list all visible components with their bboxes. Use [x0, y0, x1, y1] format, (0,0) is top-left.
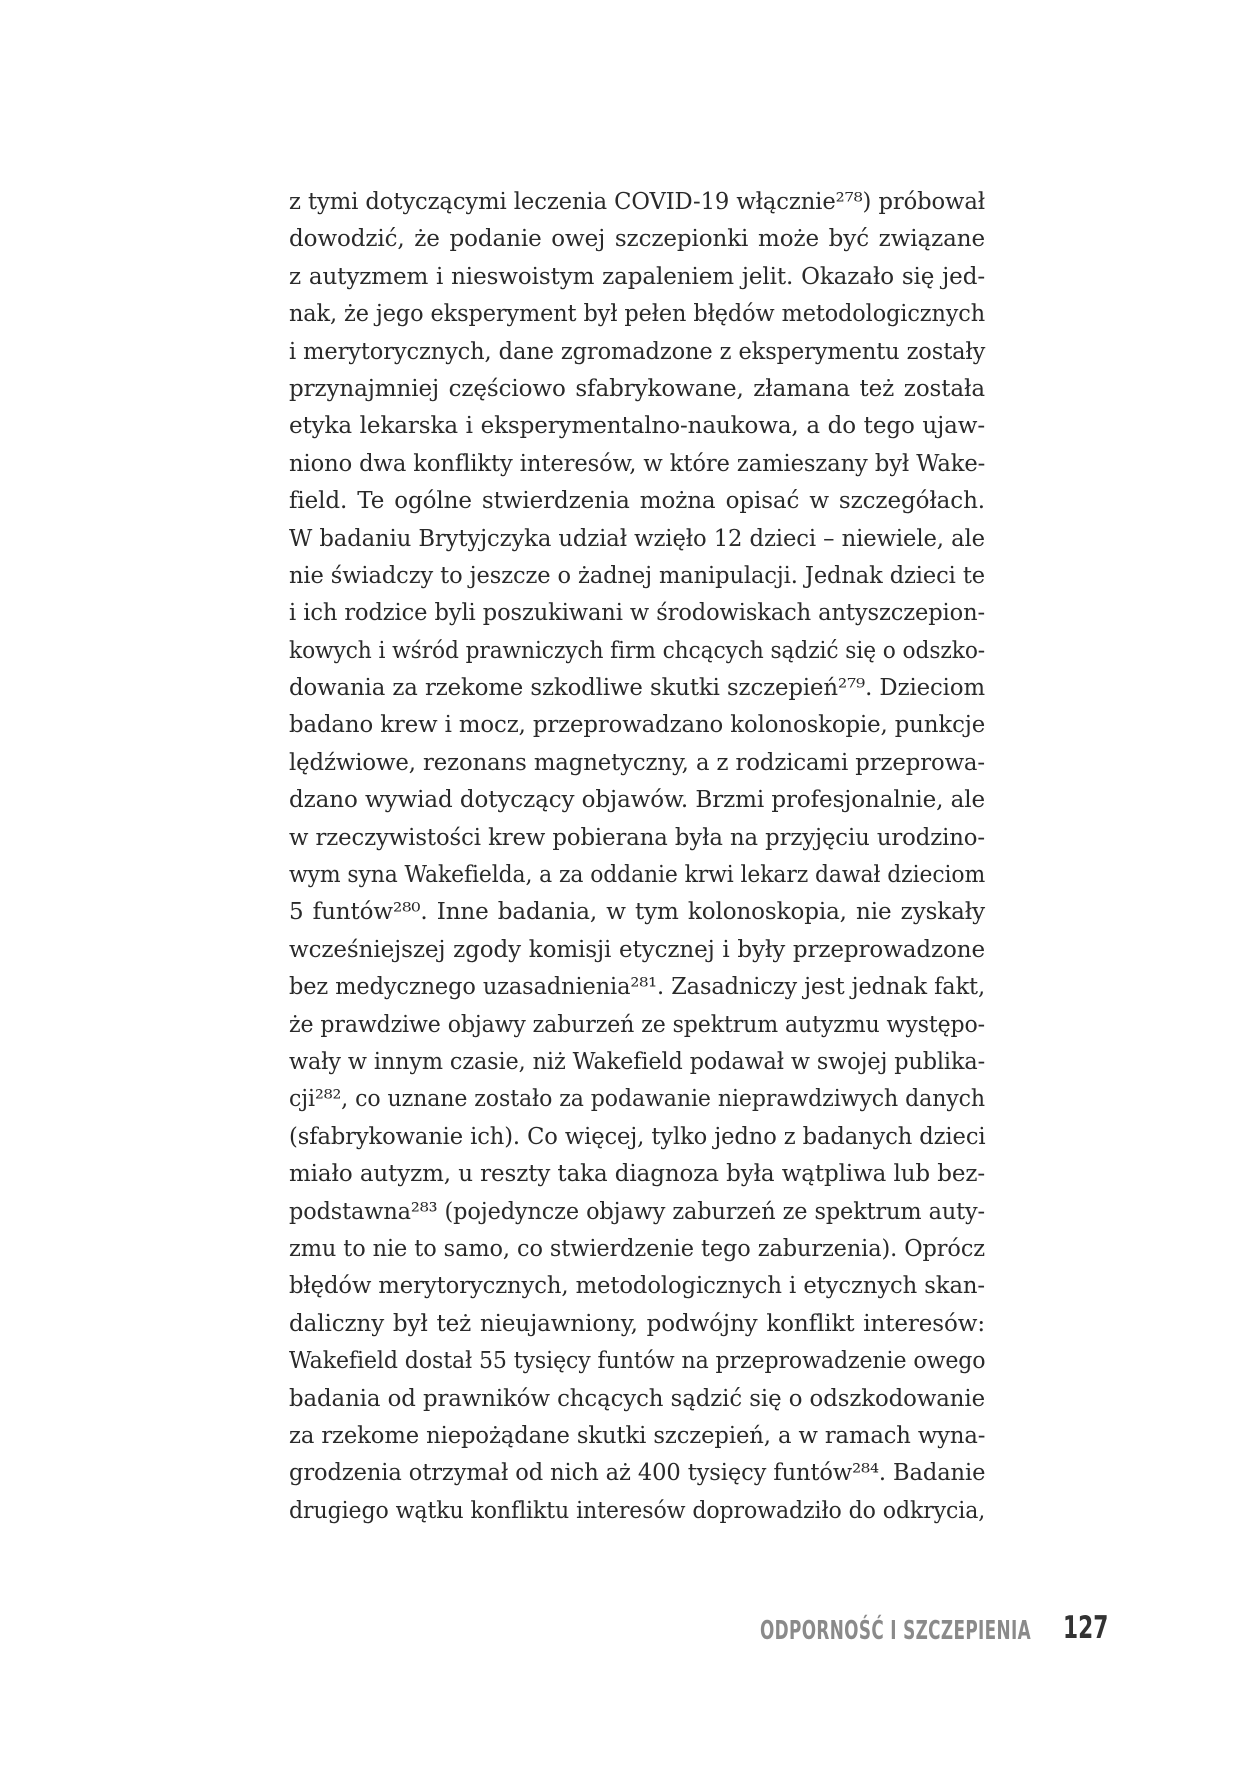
text-line: miało autyzm, u reszty taka diagnoza była wątpliwa lub bez- [289, 1161, 986, 1188]
text-line: i ich rodzice byli poszukiwani w środowiskach antyszczepion- [289, 600, 985, 627]
text-line: Wakefield dostał 55 tysięcy funtów na przeprowadzenie owego [289, 1348, 986, 1375]
text-line: grodzenia otrzymał od nich aż 400 tysięcy funtów²⁸⁴. Badanie [289, 1460, 986, 1487]
text-line: nak, że jego eksperyment był pełen błędów metodologicznych [289, 301, 986, 328]
text-line: podstawna²⁸³ (pojedyncze objawy zaburzeń ze spektrum auty- [289, 1198, 986, 1225]
text-line: niono dwa konflikty interesów, w które zamieszany był Wake- [289, 450, 986, 477]
text-line: zmu to nie to samo, co stwierdzenie tego zaburzenia). Oprócz [289, 1235, 986, 1262]
text-line: etyka lekarska i eksperymentalno-naukowa, a do tego ujaw- [289, 413, 985, 440]
text-line: dowodzić, że podanie owej szczepionki może być związane [289, 226, 985, 253]
body-text [289, 184, 985, 1530]
text-line: kowych i wśród prawniczych firm chcących sądzić się o odszko- [289, 637, 986, 664]
text-line: (sfabrykowanie ich). Co więcej, tylko jedno z badanych dzieci [289, 1123, 986, 1150]
text-line: badano krew i mocz, przeprowadzano kolonoskopie, punkcje [289, 712, 986, 739]
text-line: nie świadczy to jeszcze o żadnej manipulacji. Jednak dzieci te [289, 562, 985, 589]
text-line: z tymi dotyczącymi leczenia COVID-19 włącznie²⁷⁸) próbował [289, 189, 985, 215]
text-line: za rzekome niepożądane skutki szczepień, a w ramach wyna- [289, 1422, 986, 1449]
text-line: 5 funtów²⁸⁰. Inne badania, w tym kolonoskopia, nie zyskały [289, 899, 985, 926]
text-line: przynajmniej częściowo sfabrykowane, złamana też została [289, 375, 985, 402]
text-line: wały w innym czasie, niż Wakefield podawał w swojej publika- [289, 1048, 986, 1075]
text-line: wcześniejszej zgody komisji etycznej i były przeprowadzone [289, 936, 985, 963]
text-line: badania od prawników chcących sądzić się o odszkodowanie [289, 1385, 986, 1412]
text-line: daliczny był też nieujawniony, podwójny konflikt interesów: [289, 1310, 985, 1337]
page-number: 127 [1063, 1610, 1109, 1646]
text-line: dzano wywiad dotyczący objawów. Brzmi profesjonalnie, ale [289, 787, 985, 814]
text-line: błędów merytorycznych, metodologicznych i etycznych skan- [289, 1273, 985, 1300]
text-line: lędźwiowe, rezonans magnetyczny, a z rodzicami przeprowa- [289, 749, 985, 776]
text-line: że prawdziwe objawy zaburzeń ze spektrum autyzmu występo- [289, 1011, 986, 1038]
text-line: w rzeczywistości krew pobierana była na przyjęciu urodzino- [289, 824, 985, 851]
text-line: bez medycznego uzasadnienia²⁸¹. Zasadniczy jest jednak fakt, [289, 974, 986, 1001]
text-line: i merytorycznych, dane zgromadzone z eksperymentu zostały [289, 338, 986, 365]
text-line: wym syna Wakefielda, a za oddanie krwi lekarz dawał dzieciom [289, 862, 986, 889]
text-line: cji²⁸², co uznane zostało za podawanie nieprawdziwych danych [289, 1086, 986, 1113]
running-footer-title: ODPORNOŚĆ I SZCZEPIENIA [760, 1616, 1032, 1646]
text-line: z autyzmem i nieswoistym zapaleniem jelit. Okazało się jed- [289, 263, 985, 290]
text-line: field. Te ogólne stwierdzenia można opisać w szczegółach. [289, 488, 985, 515]
text-line: drugiego wątku konfliktu interesów doprowadziło do odkrycia, [289, 1497, 986, 1524]
text-line: dowania za rzekome szkodliwe skutki szczepień²⁷⁹. Dzieciom [289, 675, 985, 702]
text-line: W badaniu Brytyjczyka udział wzięło 12 dzieci – niewiele, ale [289, 525, 985, 552]
